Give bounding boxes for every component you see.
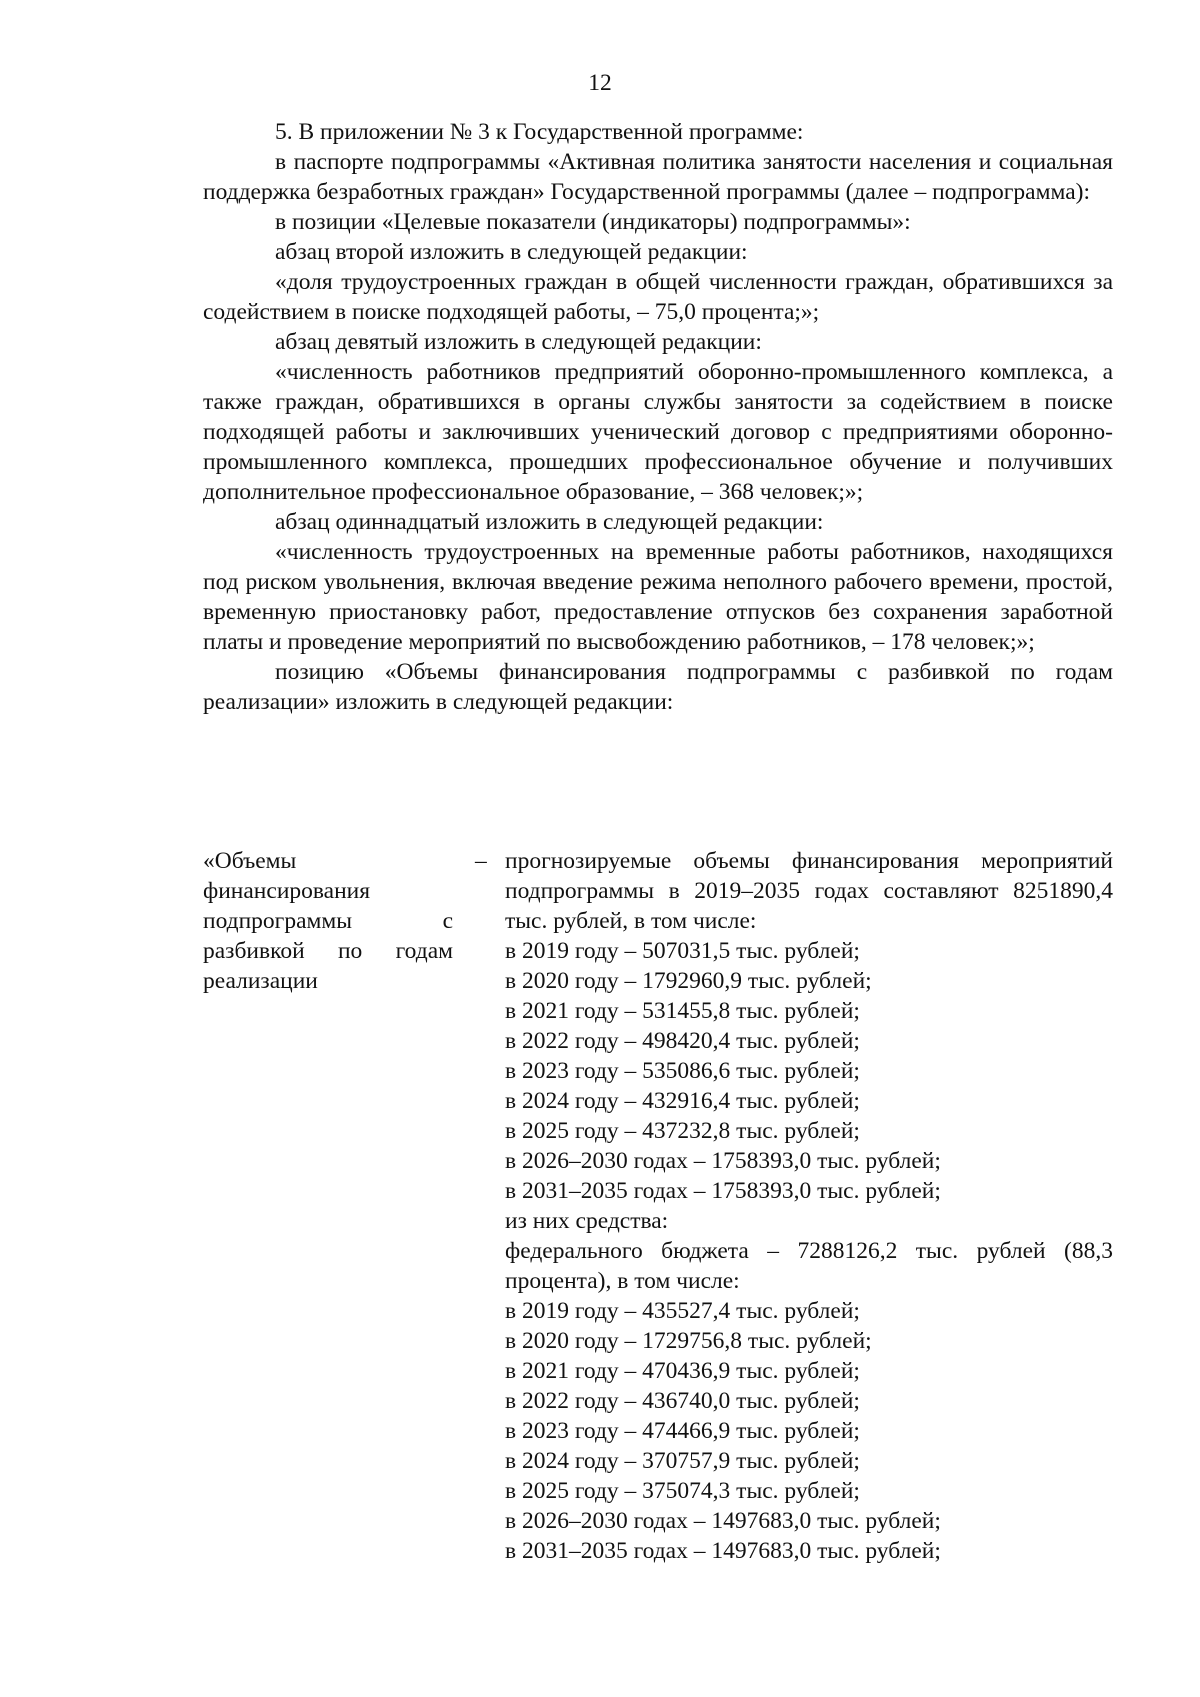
financing-intro: прогнозируемые объемы финансирования мероприятий подпрограммы в 2019–2035 годах составляют 8251890,4 тыс. рублей, в том числе: bbox=[505, 848, 1113, 934]
paragraph-financing-position: позицию «Объемы финансирования подпрограммы с разбивкой по годам реализации» изложить в следующей редакции: bbox=[203, 659, 1113, 715]
paragraph-eleventh-abzac: абзац одиннадцатый изложить в следующей редакции: bbox=[275, 509, 824, 535]
total-line: в 2021 году – 531455,8 тыс. рублей; bbox=[505, 998, 860, 1024]
federal-budget-intro: федерального бюджета – 7288126,2 тыс. рублей (88,3 процента), в том числе: bbox=[505, 1238, 1113, 1294]
total-line: в 2024 году – 432916,4 тыс. рублей; bbox=[505, 1088, 860, 1114]
paragraph-appendix-3: 5. В приложении № 3 к Государственной программе: bbox=[275, 119, 804, 145]
federal-line: в 2023 году – 474466,9 тыс. рублей; bbox=[505, 1418, 860, 1444]
federal-line: в 2025 году – 375074,3 тыс. рублей; bbox=[505, 1478, 860, 1504]
federal-line: в 2026–2030 годах – 1497683,0 тыс. рублей; bbox=[505, 1508, 941, 1534]
total-line: в 2026–2030 годах – 1758393,0 тыс. рублей; bbox=[505, 1148, 941, 1174]
paragraph-ninth-abzac: абзац девятый изложить в следующей редакции: bbox=[275, 329, 762, 355]
document-body bbox=[203, 117, 1113, 717]
passport-label: «Объемы финансирования подпрограммы с разбивкой по годам реализации bbox=[203, 848, 453, 994]
sources-label: из них средства: bbox=[505, 1208, 669, 1234]
total-line: в 2019 году – 507031,5 тыс. рублей; bbox=[505, 938, 860, 964]
federal-line: в 2024 году – 370757,9 тыс. рублей; bbox=[505, 1448, 860, 1474]
federal-line: в 2019 году – 435527,4 тыс. рублей; bbox=[505, 1298, 860, 1324]
paragraph-defense-industry: «численность работников предприятий оборонно-промышленного комплекса, а также граждан, обратившихся в органы службы занятости за содействием в поиске подходящей работы и заключивших ученический договор с предприятиями оборонно-промышленного комплекса, прошедших профессиональное обучение и получивших дополнительное профессиональное образование, – 368 человек;»; bbox=[203, 359, 1113, 505]
total-line: в 2025 году – 437232,8 тыс. рублей; bbox=[505, 1118, 860, 1144]
paragraph-temporary-work: «численность трудоустроенных на временные работы работников, находящихся под риском увольнения, включая введение режима неполного рабочего времени, простой, временную приостановку работ, предоставление отпусков без сохранения заработной платы и проведение мероприятий по высвобождению работников, – 178 человек;»; bbox=[203, 539, 1113, 655]
paragraph-employed-share: «доля трудоустроенных граждан в общей численности граждан, обратившихся за содействием в поиске подходящей работы, – 75,0 процента;»; bbox=[203, 269, 1113, 325]
paragraph-target-indicators: в позиции «Целевые показатели (индикаторы) подпрограммы»: bbox=[275, 209, 911, 235]
total-line: в 2020 году – 1792960,9 тыс. рублей; bbox=[505, 968, 872, 994]
total-line: в 2022 году – 498420,4 тыс. рублей; bbox=[505, 1028, 860, 1054]
total-line: в 2031–2035 годах – 1758393,0 тыс. рублей; bbox=[505, 1178, 941, 1204]
federal-line: в 2022 году – 436740,0 тыс. рублей; bbox=[505, 1388, 860, 1414]
federal-line: в 2031–2035 годах – 1497683,0 тыс. рублей; bbox=[505, 1538, 941, 1564]
passport-dash: – bbox=[475, 848, 487, 874]
federal-line: в 2021 году – 470436,9 тыс. рублей; bbox=[505, 1358, 860, 1384]
total-line: в 2023 году – 535086,6 тыс. рублей; bbox=[505, 1058, 860, 1084]
passport-financing-text bbox=[505, 846, 1113, 1566]
paragraph-subprogram-passport: в паспорте подпрограммы «Активная политика занятости населения и социальная поддержка безработных граждан» Государственной программы (далее – подпрограмма): bbox=[203, 149, 1113, 205]
federal-line: в 2020 году – 1729756,8 тыс. рублей; bbox=[505, 1328, 872, 1354]
paragraph-second-abzac: абзац второй изложить в следующей редакции: bbox=[275, 239, 748, 265]
page-number: 12 bbox=[588, 70, 612, 96]
